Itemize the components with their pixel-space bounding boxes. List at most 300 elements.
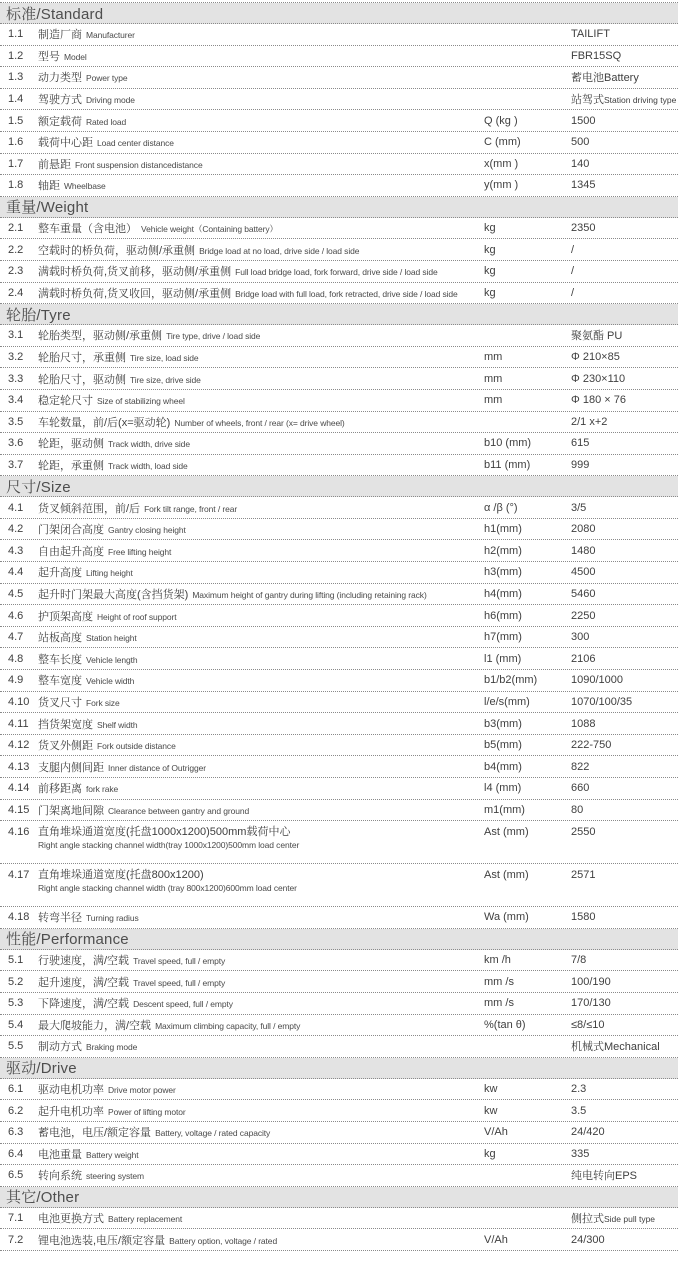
row-number: 4.16 bbox=[8, 826, 30, 839]
row-value-main: 999 bbox=[571, 458, 590, 471]
row-unit: h2(mm) bbox=[484, 544, 522, 557]
table-row bbox=[0, 692, 678, 714]
row-value-main: 2106 bbox=[571, 652, 596, 665]
row-value-main: Φ 230×110 bbox=[571, 372, 626, 385]
row-label bbox=[38, 133, 174, 151]
row-number: 1.7 bbox=[8, 157, 24, 170]
row-unit: b11 (mm) bbox=[484, 458, 531, 471]
row-value-main: 1580 bbox=[571, 911, 596, 924]
section-header bbox=[0, 197, 678, 218]
row-label-chinese: 车轮数量，前/后(x=驱动轮) bbox=[38, 416, 171, 429]
row-value bbox=[571, 115, 595, 127]
row-label bbox=[38, 607, 177, 625]
row-label bbox=[38, 736, 176, 754]
row-unit: l1 (mm) bbox=[484, 652, 522, 665]
row-label bbox=[38, 1145, 138, 1163]
row-label bbox=[38, 391, 185, 409]
row-label bbox=[38, 112, 126, 130]
row-value-main: 80 bbox=[571, 803, 584, 816]
row-number: 4.17 bbox=[8, 869, 30, 882]
row-number: 7.2 bbox=[8, 1233, 24, 1246]
row-label-english: Lifting height bbox=[86, 568, 133, 579]
row-label-chinese: 稳定轮尺寸 bbox=[38, 395, 93, 408]
row-label-chinese: 整车长度 bbox=[38, 653, 82, 666]
row-value-main: 2550 bbox=[571, 826, 596, 839]
row-number: 6.4 bbox=[8, 1147, 24, 1160]
row-unit: mm bbox=[484, 351, 503, 364]
table-row bbox=[0, 584, 678, 606]
section-title: 重量/Weight bbox=[6, 199, 89, 217]
row-number: 4.14 bbox=[8, 782, 30, 795]
table-row bbox=[0, 67, 678, 89]
row-label-chinese: 整车宽度 bbox=[38, 675, 82, 688]
row-unit: kg bbox=[484, 1147, 496, 1160]
row-label-english: Right angle stacking channel width (tray 800x1200)600mm load center bbox=[38, 883, 297, 894]
row-label bbox=[38, 90, 135, 108]
spec-section bbox=[0, 197, 678, 304]
row-value bbox=[571, 1019, 604, 1031]
row-unit: h6(mm) bbox=[484, 609, 522, 622]
row-number: 4.11 bbox=[8, 717, 29, 730]
row-unit: Ast (mm) bbox=[484, 869, 529, 882]
row-label-english: Power of lifting motor bbox=[108, 1106, 186, 1117]
row-value-main: 500 bbox=[571, 136, 590, 149]
table-row bbox=[0, 519, 678, 541]
table-row bbox=[0, 950, 678, 972]
table-row bbox=[0, 971, 678, 993]
row-label-english: Fork tilt range, front / rear bbox=[144, 503, 238, 514]
row-label-english: Battery weight bbox=[86, 1149, 139, 1160]
row-label-english: Power type bbox=[86, 73, 128, 84]
row-label-chinese: 门架离地间隙 bbox=[38, 804, 104, 817]
section-title: 性能/Performance bbox=[6, 931, 129, 949]
row-number: 3.1 bbox=[8, 329, 24, 342]
row-value bbox=[571, 523, 595, 535]
row-label-chinese: 轮胎尺寸，承重侧 bbox=[38, 352, 126, 365]
row-number: 5.3 bbox=[8, 997, 24, 1010]
row-label-english: Drive motor power bbox=[108, 1085, 176, 1096]
row-value bbox=[571, 868, 595, 882]
row-label bbox=[38, 520, 186, 538]
row-label-english: Wheelbase bbox=[64, 181, 106, 192]
row-value bbox=[571, 1167, 637, 1183]
row-value bbox=[571, 416, 607, 428]
row-value bbox=[571, 545, 595, 557]
row-label-english: Tire type, drive / load side bbox=[166, 331, 261, 342]
row-unit: mm bbox=[484, 394, 503, 407]
row-value-main: 5460 bbox=[571, 587, 596, 600]
row-value bbox=[571, 674, 623, 686]
table-row bbox=[0, 778, 678, 800]
row-label-chinese: 满载时桥负荷,货叉前移，驱动侧/承重侧 bbox=[38, 266, 232, 279]
row-number: 1.4 bbox=[8, 93, 24, 106]
row-label-chinese: 起升速度，满/空载 bbox=[38, 976, 130, 989]
row-label-chinese: 制造厂商 bbox=[38, 29, 82, 42]
row-label-chinese: 载荷中心距 bbox=[38, 137, 93, 150]
row-number: 2.4 bbox=[8, 286, 24, 299]
spec-table bbox=[0, 2, 678, 1251]
row-value bbox=[571, 394, 626, 406]
row-label bbox=[38, 68, 128, 86]
row-label-chinese: 锂电池选装,电压/额定容量 bbox=[38, 1234, 166, 1247]
spec-section bbox=[0, 1058, 678, 1187]
section-rows bbox=[0, 218, 678, 304]
row-label-english: Fork size bbox=[86, 697, 120, 708]
row-value bbox=[571, 373, 625, 385]
row-label-chinese: 货叉尺寸 bbox=[38, 696, 82, 709]
row-value bbox=[571, 1038, 660, 1054]
row-unit: C (mm) bbox=[484, 136, 521, 149]
row-label bbox=[38, 650, 138, 668]
row-unit: mm bbox=[484, 372, 503, 385]
spec-table-body bbox=[0, 3, 678, 1251]
table-row bbox=[0, 239, 678, 261]
row-value-main: 660 bbox=[571, 782, 590, 795]
row-number: 2.2 bbox=[8, 243, 24, 256]
row-value-main: 4500 bbox=[571, 566, 596, 579]
row-number: 4.10 bbox=[8, 695, 30, 708]
row-unit: l/e/s(mm) bbox=[484, 695, 530, 708]
table-row bbox=[0, 562, 678, 584]
row-label-chinese: 轮胎尺寸，驱动侧 bbox=[38, 373, 126, 386]
row-label bbox=[38, 326, 260, 344]
row-label-chinese: 转弯半径 bbox=[38, 912, 82, 925]
row-unit: Q (kg ) bbox=[484, 114, 518, 127]
row-number: 4.3 bbox=[8, 544, 24, 557]
row-label bbox=[38, 585, 427, 603]
row-label-chinese: 整车重量（含电池） bbox=[38, 223, 137, 236]
row-value bbox=[571, 265, 574, 277]
row-unit: h3(mm) bbox=[484, 566, 522, 579]
table-row bbox=[0, 605, 678, 627]
row-number: 5.2 bbox=[8, 975, 24, 988]
row-label bbox=[38, 994, 233, 1012]
row-label-english: Descent speed, full / empty bbox=[133, 999, 233, 1010]
row-label-english: Load center distance bbox=[97, 138, 174, 149]
row-value bbox=[571, 136, 589, 148]
row-label bbox=[38, 25, 135, 43]
row-value bbox=[571, 222, 595, 234]
row-unit: kg bbox=[484, 286, 496, 299]
row-value-main: 蓄电池Battery bbox=[571, 72, 639, 85]
row-label bbox=[38, 499, 237, 517]
row-label bbox=[38, 241, 359, 259]
row-label-english: Track width, drive side bbox=[108, 439, 190, 450]
table-row bbox=[0, 1100, 678, 1122]
row-label-english: Shelf width bbox=[97, 719, 138, 730]
row-value bbox=[571, 1126, 605, 1138]
row-number: 1.6 bbox=[8, 136, 24, 149]
row-value bbox=[571, 825, 595, 839]
table-row bbox=[0, 864, 678, 907]
row-label bbox=[38, 563, 133, 581]
row-value bbox=[571, 179, 595, 191]
row-value-main: 615 bbox=[571, 437, 590, 450]
row-label bbox=[38, 47, 87, 65]
row-value-main: 300 bbox=[571, 631, 590, 644]
row-value-main: 站驾式 bbox=[571, 94, 604, 107]
table-row bbox=[0, 412, 678, 434]
row-label-english: Turning radius bbox=[86, 913, 139, 924]
row-label-english: Number of wheels, front / rear (x= drive wheel) bbox=[174, 417, 345, 428]
row-value-main: 机械式Mechanical bbox=[571, 1041, 660, 1054]
row-label-english: Tire size, load side bbox=[130, 353, 199, 364]
row-number: 4.5 bbox=[8, 587, 24, 600]
row-label bbox=[38, 1016, 300, 1034]
row-unit: kg bbox=[484, 243, 496, 256]
row-value-main: / bbox=[571, 286, 575, 299]
row-value bbox=[571, 91, 676, 107]
table-row bbox=[0, 735, 678, 757]
row-label-chinese: 轮距，驱动侧 bbox=[38, 438, 104, 451]
row-label-english: Fork outside distance bbox=[97, 741, 176, 752]
row-label bbox=[38, 456, 188, 474]
row-value-small: Side pull type bbox=[604, 1214, 656, 1225]
row-value-main: 1345 bbox=[571, 179, 596, 192]
row-label bbox=[38, 801, 249, 819]
row-number: 4.6 bbox=[8, 609, 24, 622]
row-unit: b10 (mm) bbox=[484, 437, 532, 450]
row-value bbox=[571, 631, 589, 643]
row-label-chinese: 门架闭合高度 bbox=[38, 524, 104, 537]
row-label bbox=[38, 1231, 277, 1249]
row-unit: l4 (mm) bbox=[484, 782, 522, 795]
row-unit: h1(mm) bbox=[484, 523, 522, 536]
row-label bbox=[38, 542, 171, 560]
row-label-english: Model bbox=[64, 51, 87, 62]
row-label-english: Size of stabilizing wheel bbox=[97, 396, 185, 407]
section-rows bbox=[0, 325, 678, 476]
row-number: 6.3 bbox=[8, 1126, 24, 1139]
row-unit: kg bbox=[484, 265, 496, 278]
row-label-chinese: 驾驶方式 bbox=[38, 94, 82, 107]
row-value-main: 侧拉式 bbox=[571, 1213, 604, 1226]
row-value bbox=[571, 976, 611, 988]
row-label-chinese: 前移距离 bbox=[38, 783, 82, 796]
section-header bbox=[0, 1058, 678, 1079]
row-label-english: Manufacturer bbox=[86, 30, 135, 41]
row-label-chinese: 轮距，承重侧 bbox=[38, 459, 104, 472]
table-row bbox=[0, 1144, 678, 1166]
row-number: 5.4 bbox=[8, 1018, 24, 1031]
row-label-chinese: 电池更换方式 bbox=[38, 1213, 104, 1226]
row-unit: h7(mm) bbox=[484, 631, 522, 644]
table-row bbox=[0, 132, 678, 154]
row-value-main: 140 bbox=[571, 157, 590, 170]
row-label bbox=[38, 1123, 270, 1141]
row-number: 2.3 bbox=[8, 265, 24, 278]
row-number: 4.12 bbox=[8, 739, 30, 752]
row-value-main: 335 bbox=[571, 1147, 590, 1160]
row-label bbox=[38, 779, 118, 797]
row-unit: mm /s bbox=[484, 975, 514, 988]
row-number: 4.9 bbox=[8, 674, 24, 687]
spec-section bbox=[0, 1187, 678, 1251]
section-header bbox=[0, 304, 678, 325]
section-rows bbox=[0, 950, 678, 1058]
section-title: 驱动/Drive bbox=[6, 1060, 77, 1078]
row-label-chinese: 货叉倾斜范围，前/后 bbox=[38, 502, 141, 515]
row-number: 7.1 bbox=[8, 1212, 24, 1225]
section-header bbox=[0, 929, 678, 950]
table-row bbox=[0, 800, 678, 822]
row-label bbox=[38, 628, 137, 646]
table-row bbox=[0, 154, 678, 176]
row-value bbox=[571, 287, 574, 299]
row-value-main: 24/300 bbox=[571, 1233, 605, 1246]
row-label-chinese: 直角堆垛通道宽度(托盘1000x1200)500mm载荷中心 bbox=[38, 826, 291, 839]
row-value-main: 2350 bbox=[571, 222, 596, 235]
row-label-chinese: 行驶速度，满/空载 bbox=[38, 955, 130, 968]
row-value-main: TAILIFT bbox=[571, 28, 610, 41]
row-label-chinese: 直角堆垛通道宽度(托盘800x1200) bbox=[38, 869, 204, 882]
row-label-english: Vehicle width bbox=[86, 676, 135, 687]
row-unit: Ast (mm) bbox=[484, 826, 529, 839]
row-label-chinese: 制动方式 bbox=[38, 1041, 82, 1054]
row-unit: mm /s bbox=[484, 997, 514, 1010]
row-number: 3.4 bbox=[8, 394, 24, 407]
row-label-english: Battery replacement bbox=[108, 1214, 183, 1225]
row-label-english: Free lifting height bbox=[108, 546, 172, 557]
spec-section bbox=[0, 3, 678, 197]
row-number: 5.5 bbox=[8, 1040, 24, 1053]
row-label-english: Full load bridge load, fork forward, drive side / load side bbox=[235, 267, 438, 278]
row-label bbox=[38, 693, 120, 711]
row-number: 6.2 bbox=[8, 1104, 24, 1117]
row-value-main: / bbox=[571, 265, 575, 278]
row-label bbox=[38, 1166, 144, 1184]
row-label bbox=[38, 758, 206, 776]
row-number: 4.8 bbox=[8, 652, 24, 665]
row-value bbox=[571, 69, 639, 85]
row-value-main: 1090/1000 bbox=[571, 674, 623, 687]
row-value-main: 2571 bbox=[571, 869, 596, 882]
row-number: 1.8 bbox=[8, 179, 24, 192]
section-title: 标准/Standard bbox=[6, 5, 104, 23]
row-number: 5.1 bbox=[8, 954, 24, 967]
row-value bbox=[571, 588, 595, 600]
section-rows bbox=[0, 24, 678, 197]
row-label-english: fork rake bbox=[86, 784, 119, 795]
row-value bbox=[571, 954, 586, 966]
row-value-main: 170/130 bbox=[571, 997, 611, 1010]
row-label-chinese: 下降速度，满/空载 bbox=[38, 998, 130, 1011]
row-label-english: steering system bbox=[86, 1171, 145, 1182]
row-number: 1.1 bbox=[8, 28, 24, 41]
spec-section bbox=[0, 304, 678, 476]
spec-section bbox=[0, 476, 678, 929]
row-value bbox=[571, 782, 589, 794]
row-label-chinese: 轮胎类型，驱动侧/承重侧 bbox=[38, 330, 163, 343]
row-value bbox=[571, 566, 595, 578]
row-unit: b1/b2(mm) bbox=[484, 674, 538, 687]
table-row bbox=[0, 627, 678, 649]
table-row bbox=[0, 368, 678, 390]
row-label-chinese: 挡货架宽度 bbox=[38, 718, 93, 731]
row-value-main: 3.5 bbox=[571, 1104, 587, 1117]
row-label-english: Battery, voltage / rated capacity bbox=[155, 1128, 271, 1139]
row-label-english: Rated load bbox=[86, 116, 127, 127]
table-row bbox=[0, 1122, 678, 1144]
row-label bbox=[38, 908, 139, 926]
row-value bbox=[571, 1083, 586, 1095]
row-unit: b3(mm) bbox=[484, 717, 522, 730]
row-number: 3.7 bbox=[8, 458, 24, 471]
table-row bbox=[0, 1036, 678, 1058]
row-label-english: Braking mode bbox=[86, 1042, 138, 1053]
row-value-main: Φ 180 × 76 bbox=[571, 394, 626, 407]
row-value bbox=[571, 1210, 655, 1226]
row-number: 3.2 bbox=[8, 351, 24, 364]
row-label-chinese: 货叉外侧距 bbox=[38, 740, 93, 753]
table-row bbox=[0, 433, 678, 455]
row-label bbox=[38, 262, 438, 280]
row-label bbox=[38, 434, 190, 452]
row-label bbox=[38, 219, 278, 237]
table-row bbox=[0, 218, 678, 240]
row-unit: kw bbox=[484, 1104, 498, 1117]
row-label-chinese: 站板高度 bbox=[38, 632, 82, 645]
section-header bbox=[0, 3, 678, 24]
table-row bbox=[0, 89, 678, 111]
row-label bbox=[38, 671, 134, 689]
row-unit: kg bbox=[484, 222, 496, 235]
section-title: 轮胎/Tyre bbox=[6, 306, 71, 324]
table-row bbox=[0, 1229, 678, 1251]
row-value bbox=[571, 761, 589, 773]
table-row bbox=[0, 1208, 678, 1230]
row-label-chinese: 起升电机功率 bbox=[38, 1105, 104, 1118]
row-label-chinese: 护顶架高度 bbox=[38, 610, 93, 623]
row-label bbox=[38, 1209, 182, 1227]
row-number: 3.6 bbox=[8, 437, 24, 450]
row-label bbox=[38, 715, 137, 733]
table-row bbox=[0, 821, 678, 864]
table-row bbox=[0, 1079, 678, 1101]
row-label-english: Vehicle weight（Containing battery） bbox=[141, 224, 278, 235]
row-label bbox=[38, 951, 225, 969]
table-row bbox=[0, 648, 678, 670]
row-label-chinese: 驱动电机功率 bbox=[38, 1084, 104, 1097]
row-label bbox=[38, 1080, 176, 1098]
row-label-english: Maximum climbing capacity, full / empty bbox=[155, 1020, 301, 1031]
row-unit: km /h bbox=[484, 954, 511, 967]
row-value-main: 222-750 bbox=[571, 739, 612, 752]
row-number: 1.5 bbox=[8, 114, 24, 127]
row-value bbox=[571, 437, 589, 449]
row-number: 6.5 bbox=[8, 1169, 24, 1182]
row-value bbox=[571, 28, 610, 40]
row-value-main: 纯电转向EPS bbox=[571, 1170, 638, 1183]
row-value-main: 100/190 bbox=[571, 975, 611, 988]
row-label-chinese: 蓄电池，电压/额定容量 bbox=[38, 1127, 152, 1140]
row-value bbox=[571, 1148, 589, 1160]
row-value-main: 2250 bbox=[571, 609, 596, 622]
section-rows bbox=[0, 497, 678, 929]
table-row bbox=[0, 455, 678, 477]
row-value-main: 1480 bbox=[571, 544, 596, 557]
row-label-english: Station height bbox=[86, 633, 137, 644]
row-value bbox=[571, 804, 583, 816]
row-unit: h4(mm) bbox=[484, 587, 522, 600]
row-value-main: Φ 210×85 bbox=[571, 351, 620, 364]
row-label-chinese: 自由起升高度 bbox=[38, 545, 104, 558]
row-label-english: Battery option, voltage / rated bbox=[169, 1235, 278, 1246]
row-number: 6.1 bbox=[8, 1083, 24, 1096]
row-unit: %(tan θ) bbox=[484, 1018, 526, 1031]
row-label-english: Height of roof support bbox=[97, 611, 177, 622]
row-number: 4.4 bbox=[8, 566, 24, 579]
